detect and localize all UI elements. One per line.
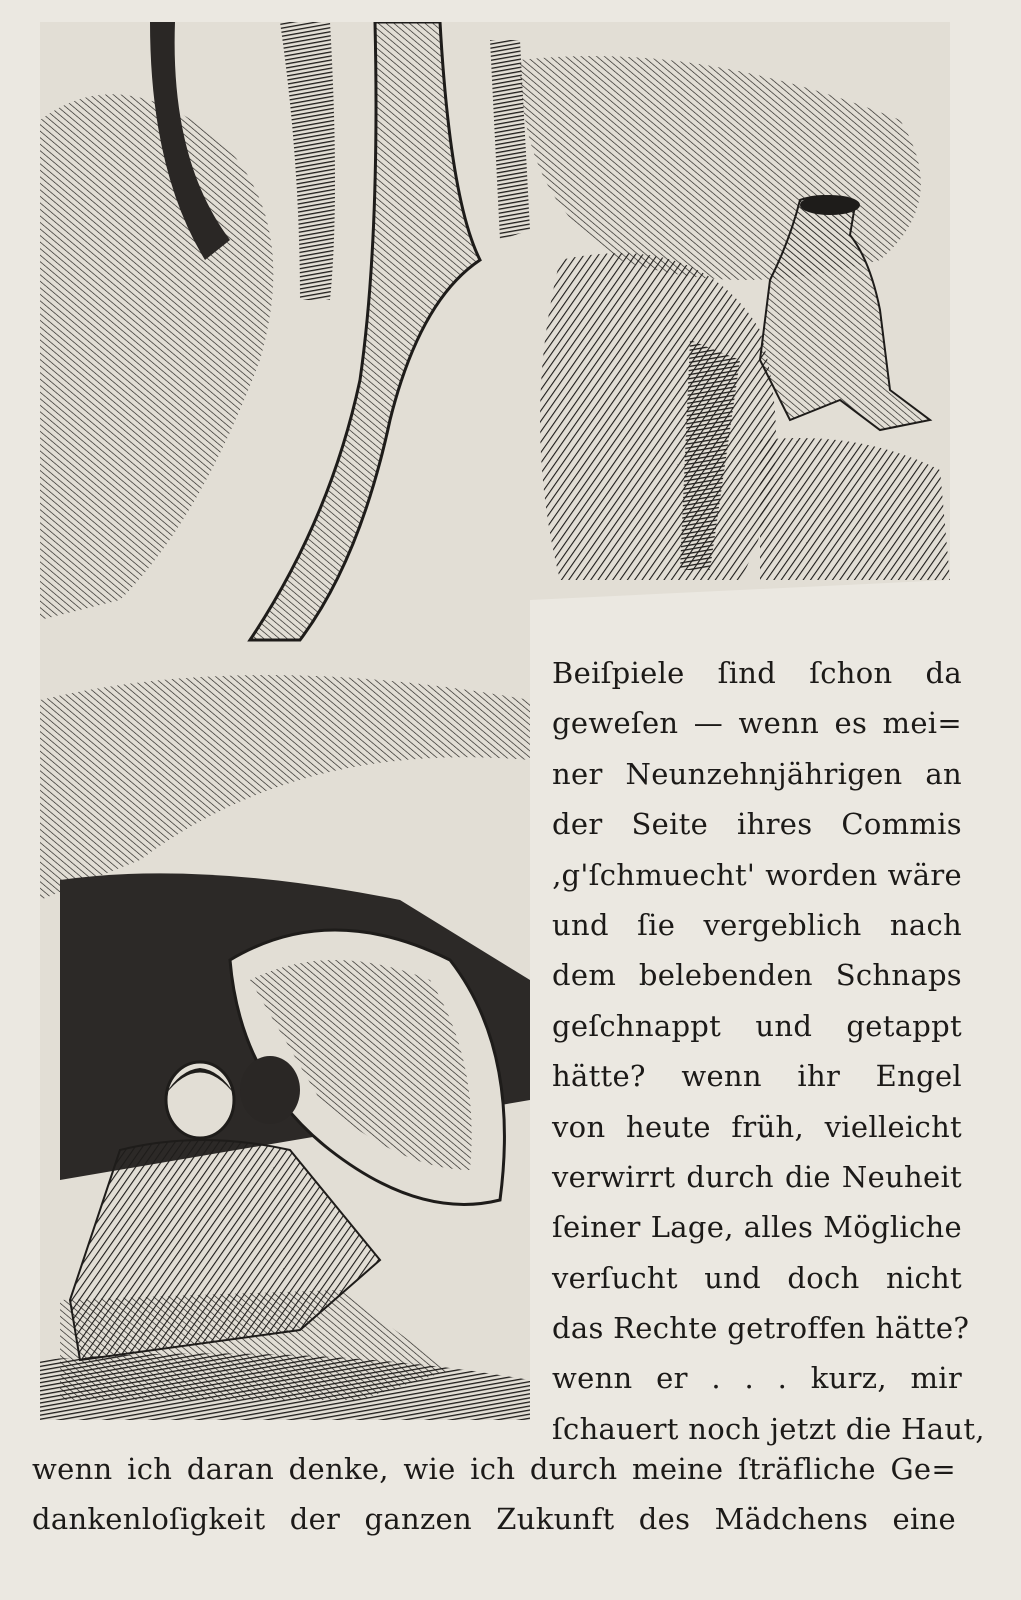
full-width-text <box>32 1444 956 1545</box>
text-line: ſeiner Lage, alles Mögliche <box>552 1210 962 1245</box>
text-line: das Rechte getroffen hätte? <box>552 1311 970 1346</box>
text-line: dem belebenden Schnaps <box>552 958 962 993</box>
text-line: geweſen — wenn es mei= <box>552 706 962 741</box>
text-line: von heute früh, vielleicht <box>552 1109 962 1144</box>
text-line: ‚g'ſchmuecht' worden wäre <box>552 857 962 892</box>
text-column <box>552 648 985 1454</box>
text-line: verwirrt durch die Neuheit <box>552 1159 962 1194</box>
text-line: verſucht und doch nicht <box>552 1260 962 1295</box>
text-line: geſchnappt und getappt <box>552 1008 962 1043</box>
text-line: und ſie vergeblich nach <box>552 907 962 942</box>
text-line: ner Neunzehnjährigen an <box>552 756 962 791</box>
text-line: wenn ich daran denke, wie ich durch meine ſträfliche Ge= <box>32 1452 956 1486</box>
text-line: dankenloſigkeit der ganzen Zukunft des Mädchens eine <box>32 1502 956 1537</box>
text-line: hätte? wenn ihr Engel <box>552 1059 962 1094</box>
text-line: Beiſpiele ſind ſchon da <box>552 656 962 690</box>
text-line: wenn er . . . kurz, mir <box>552 1361 962 1396</box>
text-line: der Seite ihres Commis <box>552 807 962 842</box>
text-line: ſchauert noch jetzt die Haut, <box>552 1411 985 1446</box>
